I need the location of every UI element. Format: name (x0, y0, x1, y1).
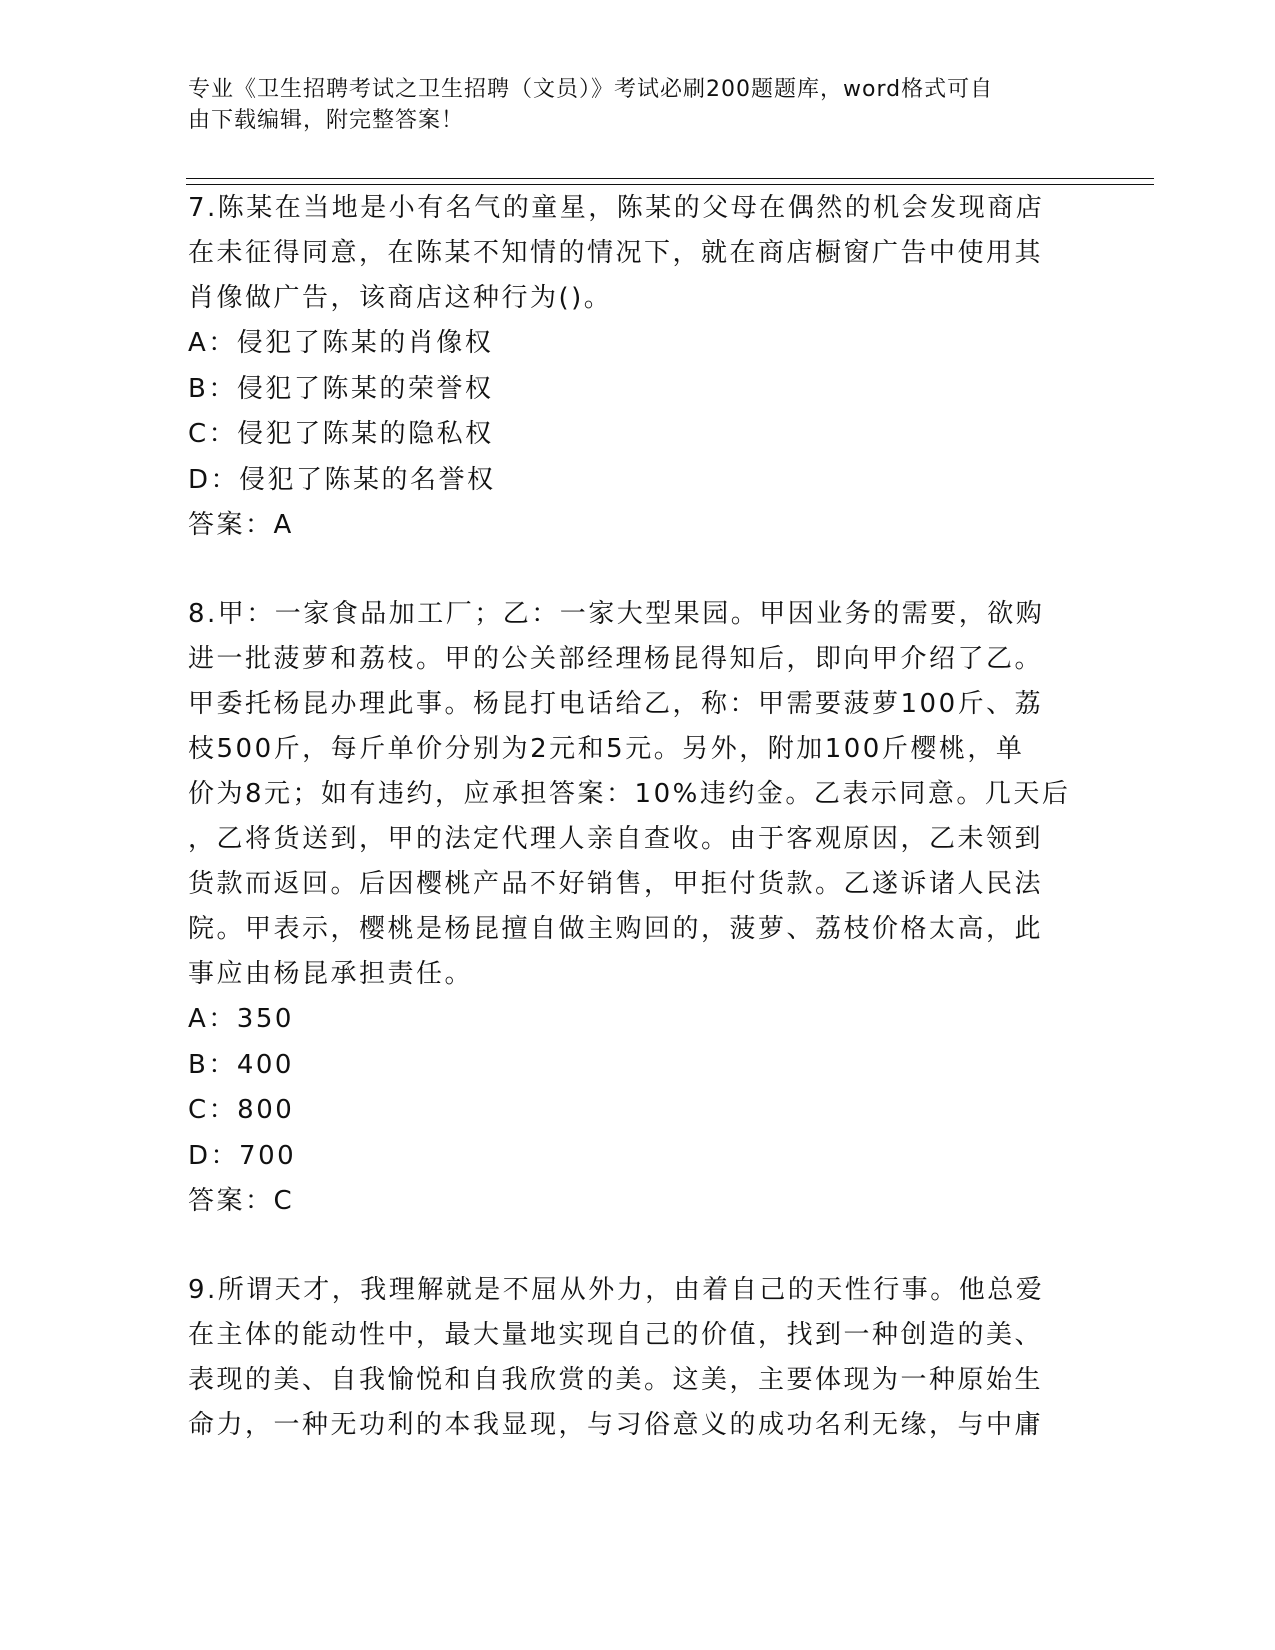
question-7-line-1: 7.陈某在当地是小有名气的童星，陈某的父母在偶然的机会发现商店 (188, 193, 1045, 223)
document-header (188, 74, 1068, 136)
question-8-option-d: D：700 (188, 1140, 297, 1171)
question-7-answer: 答案：A (188, 510, 294, 540)
header-line-2: 由下载编辑，附完整答案！ (188, 108, 465, 133)
question-8-line-9: 事应由杨昆承担责任。 (188, 959, 474, 989)
question-8-option-a: A：350 (188, 1004, 294, 1034)
question-9 (188, 1268, 1078, 1448)
question-8 (188, 592, 1078, 1224)
question-8-line-5: 价为8元；如有违约，应承担答案：10%违约金。乙表示同意。几天后 (188, 779, 1071, 809)
question-7-option-c: C：侵犯了陈某的隐私权 (188, 419, 494, 449)
question-7-option-b: B：侵犯了陈某的荣誉权 (188, 373, 494, 404)
question-8-answer: 答案：C (188, 1186, 295, 1216)
question-7 (188, 186, 1078, 548)
question-8-line-1: 8.甲：一家食品加工厂；乙：一家大型果园。甲因业务的需要，欲购 (188, 599, 1045, 629)
question-7-option-a: A：侵犯了陈某的肖像权 (188, 328, 494, 358)
header-rule-top (186, 178, 1154, 179)
header-rule-bottom (186, 184, 1154, 185)
question-8-line-4: 枝500斤，每斤单价分别为2元和5元。另外，附加100斤樱桃，单 (188, 734, 1025, 764)
question-7-line-3: 肖像做广告，该商店这种行为()。 (188, 283, 613, 313)
question-8-option-c: C：800 (188, 1095, 295, 1125)
question-spacer (188, 1224, 1078, 1268)
question-8-line-2: 进一批菠萝和荔枝。甲的公关部经理杨昆得知后，即向甲介绍了乙。 (188, 644, 1044, 674)
question-9-line-2: 在主体的能动性中，最大量地实现自己的价值，找到一种创造的美、 (188, 1320, 1044, 1350)
question-8-option-b: B：400 (188, 1049, 294, 1080)
document-body (188, 186, 1078, 1448)
question-8-line-6: ，乙将货送到，甲的法定代理人亲自查收。由于客观原因，乙未领到 (188, 824, 1044, 854)
question-8-line-3: 甲委托杨昆办理此事。杨昆打电话给乙，称：甲需要菠萝100斤、荔 (188, 689, 1044, 719)
question-9-line-1: 9.所谓天才，我理解就是不屈从外力，由着自己的天性行事。他总爱 (188, 1275, 1045, 1305)
question-spacer (188, 548, 1078, 592)
question-9-line-4: 命力，一种无功利的本我显现，与习俗意义的成功名利无缘，与中庸 (188, 1410, 1044, 1440)
question-9-line-3: 表现的美、自我愉悦和自我欣赏的美。这美，主要体现为一种原始生 (188, 1365, 1044, 1395)
question-8-line-7: 货款而返回。后因樱桃产品不好销售，甲拒付货款。乙遂诉诸人民法 (188, 869, 1044, 899)
header-line-1: 专业《卫生招聘考试之卫生招聘（文员）》考试必刷200题题库，word格式可自 (188, 77, 994, 102)
question-8-line-8: 院。甲表示，樱桃是杨昆擅自做主购回的，菠萝、荔枝价格太高，此 (188, 914, 1044, 944)
question-7-line-2: 在未征得同意，在陈某不知情的情况下，就在商店橱窗广告中使用其 (188, 238, 1044, 268)
question-7-option-d: D：侵犯了陈某的名誉权 (188, 464, 496, 495)
